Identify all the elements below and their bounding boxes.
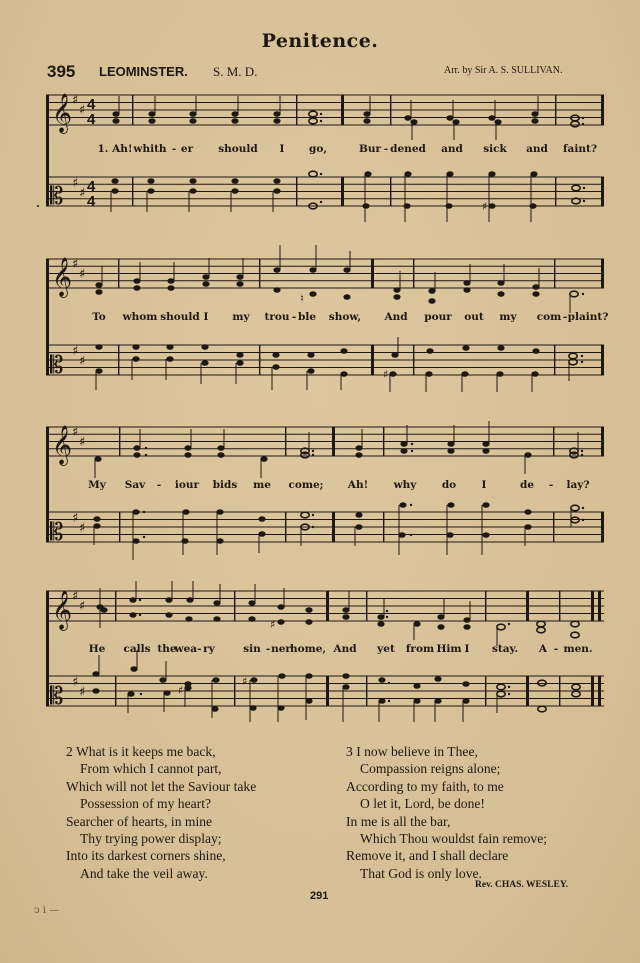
lyric-syllable: ry <box>203 643 215 655</box>
lyric-syllable: should <box>218 143 258 155</box>
lyric-syllable: plaint? <box>567 311 609 323</box>
svg-text:4: 4 <box>87 96 96 113</box>
svg-text:♯: ♯ <box>72 257 79 272</box>
lyric-syllable: lay? <box>566 479 590 491</box>
lyric-syllable: Sav <box>124 479 146 491</box>
verse-line: Searcher of hearts, in mine <box>66 813 213 829</box>
meter: S. M. D. <box>213 64 258 79</box>
svg-text:𝄞: 𝄞 <box>52 590 73 630</box>
verse-3 <box>346 743 547 882</box>
page-number: 291 <box>310 890 329 902</box>
lyric-syllable: bids <box>212 479 238 491</box>
svg-text:♯: ♯ <box>383 368 389 381</box>
lyric-syllable: - <box>156 479 162 491</box>
lyric-syllable: - <box>291 311 297 323</box>
svg-text:4: 4 <box>87 178 96 195</box>
svg-text:𝄡: 𝄡 <box>50 351 64 379</box>
svg-text:♯: ♯ <box>242 675 248 688</box>
lyric-syllable: why <box>393 479 417 491</box>
lyric-syllable: - <box>265 643 271 655</box>
svg-text:♯: ♯ <box>72 675 79 690</box>
lyric-syllable: A <box>538 643 548 655</box>
lyric-syllable: Ah! <box>347 479 369 491</box>
lyric-syllable: er <box>180 143 194 155</box>
lyric-syllable: - <box>553 643 559 655</box>
svg-text:♯: ♯ <box>79 435 86 450</box>
svg-text:𝄡: 𝄡 <box>50 518 64 546</box>
lyric-syllable: whith <box>133 143 167 155</box>
svg-text:4: 4 <box>87 193 96 210</box>
lyric-syllable: wea- <box>174 643 202 655</box>
lyric-syllable: I <box>464 643 470 655</box>
lyric-syllable: out <box>464 311 484 323</box>
svg-text:♯: ♯ <box>79 354 86 369</box>
verse-line: Which Thou wouldst fain remove; <box>360 831 548 847</box>
lyric-syllable: And <box>333 643 357 655</box>
lyric-syllable: go, <box>308 143 328 155</box>
svg-text:♯: ♯ <box>79 521 86 536</box>
lyric-syllable: yet <box>377 643 395 655</box>
lyric-syllable: my <box>232 311 250 323</box>
verse-line: Into its darkest corners shine, <box>66 848 226 864</box>
svg-text:4: 4 <box>87 111 96 128</box>
lyric-syllable: I <box>203 311 209 323</box>
svg-text:♯: ♯ <box>270 618 276 631</box>
lyrics-line-4 <box>0 643 640 657</box>
lyric-syllable: come; <box>288 479 324 491</box>
svg-text:♯: ♯ <box>72 589 79 604</box>
svg-text:𝄞: 𝄞 <box>52 425 73 465</box>
verse-line: O let it, Lord, be done! <box>360 796 485 812</box>
lyric-syllable: ner <box>271 643 291 655</box>
lyric-syllable: He <box>88 643 106 655</box>
svg-text:♮: ♮ <box>300 292 304 305</box>
svg-text:♯: ♯ <box>79 599 86 614</box>
tune-name: LEOMINSTER. <box>99 64 188 79</box>
verse-line: Possession of my heart? <box>80 796 212 812</box>
svg-text:♯: ♯ <box>79 103 86 118</box>
svg-text:♯: ♯ <box>79 267 86 282</box>
hymn-number: 395 <box>47 62 76 81</box>
verse-line: Remove it, and I shall declare <box>346 848 509 864</box>
lyric-syllable: iour <box>174 479 200 491</box>
lyric-syllable: ble <box>297 311 317 323</box>
verse-line: According to my faith, to me <box>346 778 504 794</box>
lyric-syllable: my <box>499 311 517 323</box>
lyric-syllable: - <box>562 311 568 323</box>
lyric-syllable: stay. <box>491 643 519 655</box>
section-title: Penitence. <box>261 30 379 52</box>
lyric-syllable: And <box>384 311 408 323</box>
lyric-syllable: faint? <box>563 143 597 155</box>
verse-line: From which I cannot part, <box>80 761 222 777</box>
lyric-syllable: men. <box>563 643 593 655</box>
svg-text:𝄞: 𝄞 <box>52 93 73 133</box>
svg-text:♯: ♯ <box>72 425 79 440</box>
lyric-syllable: - <box>383 143 389 155</box>
verse-line: In me is all the bar, <box>346 813 451 829</box>
lyric-syllable: sin <box>243 643 261 655</box>
lyric-syllable: home, <box>289 643 327 655</box>
lyric-syllable: To <box>92 311 106 323</box>
margin-mark: ↄ i — <box>34 905 60 916</box>
lyric-syllable: I <box>481 479 487 491</box>
lyric-syllable: calls <box>123 643 151 655</box>
lyric-syllable: sick <box>483 143 507 155</box>
svg-text:♯: ♯ <box>72 344 79 359</box>
verse-2 <box>66 743 256 882</box>
lyric-syllable: - <box>171 143 177 155</box>
lyric-syllable: trou <box>264 311 290 323</box>
verse-line: Thy trying power display; <box>80 831 222 847</box>
verse-number: 2 <box>66 744 73 759</box>
arranger-credit: Arr. by Sir A. S. SULLIVAN. <box>444 65 563 76</box>
lyric-syllable: - <box>548 479 554 491</box>
svg-text:♯: ♯ <box>72 93 79 108</box>
lyric-syllable: I <box>279 143 285 155</box>
svg-text:𝄡: 𝄡 <box>50 182 64 210</box>
verse-line: 3 I now believe in Thee, <box>346 744 478 759</box>
verse-line: And take the veil away. <box>80 865 208 881</box>
lyric-syllable: and <box>526 143 548 155</box>
svg-text:♯: ♯ <box>482 200 488 213</box>
lyric-syllable: should <box>160 311 200 323</box>
author-credit: Rev. CHAS. WESLEY. <box>475 880 569 890</box>
svg-text:♯: ♯ <box>72 511 79 526</box>
lyric-syllable: from <box>405 643 435 655</box>
lyric-syllable: Him <box>436 643 462 655</box>
lyric-syllable: me <box>253 479 271 491</box>
svg-text:♯: ♯ <box>178 684 184 697</box>
lyric-syllable: dened <box>390 143 426 155</box>
verse-line: That God is only love. <box>360 865 482 881</box>
lyric-syllable: do <box>441 479 457 491</box>
lyric-syllable: pour <box>424 311 452 323</box>
lyric-syllable: My <box>88 479 106 491</box>
verse-line: Compassion reigns alone; <box>360 761 501 777</box>
svg-text:♯: ♯ <box>72 176 79 191</box>
lyric-syllable: com <box>536 311 562 323</box>
svg-text:♯: ♯ <box>79 186 86 201</box>
lyric-syllable: whom <box>122 311 158 323</box>
verse-line: Which will not let the Saviour take <box>66 778 257 794</box>
svg-text:𝄡: 𝄡 <box>50 682 64 710</box>
lyric-syllable: and <box>441 143 463 155</box>
svg-text:𝄞: 𝄞 <box>52 257 73 297</box>
lyric-syllable: Bur <box>358 143 382 155</box>
verse-number: 3 <box>346 744 353 759</box>
verse-line: 2 What is it keeps me back, <box>66 744 216 759</box>
lyric-syllable: show, <box>328 311 362 323</box>
lyric-syllable: the <box>157 643 177 655</box>
lyric-syllable: de <box>519 479 535 491</box>
svg-text:♯: ♯ <box>79 685 86 700</box>
lyric-syllable: 1. Ah! <box>97 143 133 155</box>
